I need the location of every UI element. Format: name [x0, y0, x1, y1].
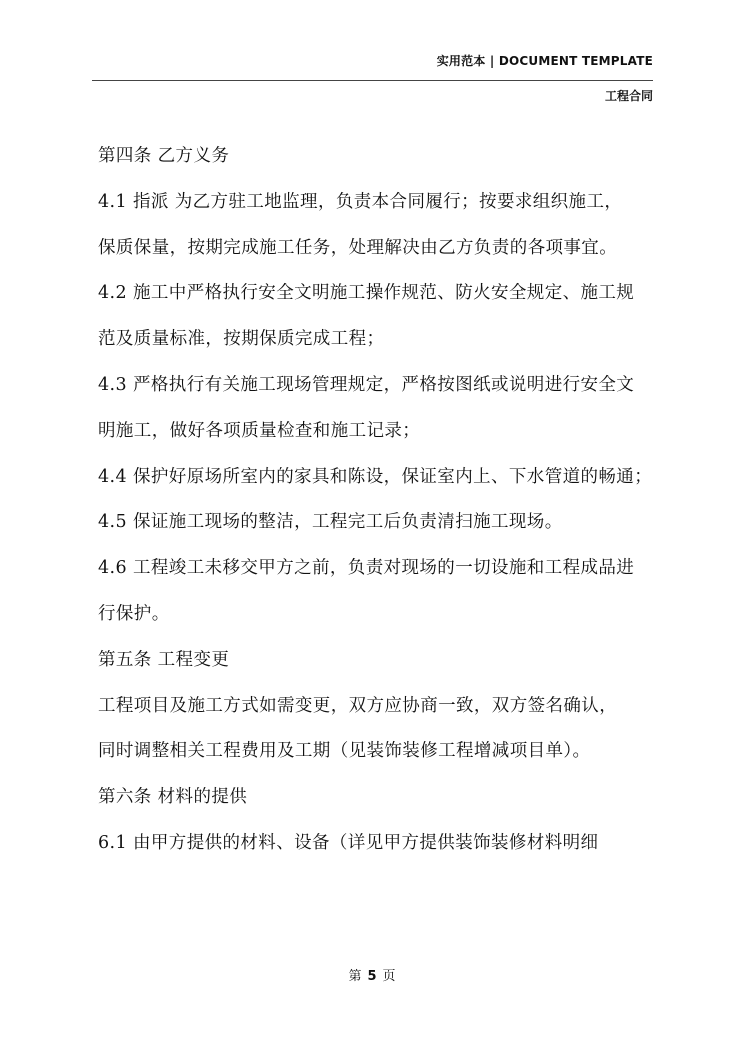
page-prefix: 第 [348, 969, 362, 984]
header-document-template: 实用范本 | DOCUMENT TEMPLATE [436, 54, 653, 68]
body-line: 4.4 保护好原场所室内的家具和陈设，保证室内上、下水管道的畅通； [98, 466, 653, 487]
body-line: 工程项目及施工方式如需变更，双方应协商一致，双方签名确认， [98, 695, 618, 716]
section-heading-4: 第四条 乙方义务 [98, 146, 230, 166]
body-line: 明施工，做好各项质量检查和施工记录； [98, 420, 421, 441]
page-suffix: 页 [382, 969, 396, 984]
section-heading-6: 第六条 材料的提供 [98, 787, 248, 808]
body-line: 4.5 保证施工现场的整洁，工程完工后负责清扫施工现场。 [98, 512, 563, 533]
body-line: 行保护。 [98, 603, 170, 624]
header-contract-type: 工程合同 [604, 89, 653, 103]
page-number-footer [0, 965, 744, 984]
body-line: 4.1 指派 为乙方驻工地监理，负责本合同履行；按要求组织施工， [98, 191, 623, 212]
body-line: 6.1 由甲方提供的材料、设备（详见甲方提供装饰装修材料明细 [98, 832, 599, 853]
body-line: 同时调整相关工程费用及工期（见装饰装修工程增减项目单）。 [98, 741, 591, 762]
header-divider [92, 80, 653, 81]
body-line: 4.3 严格执行有关施工现场管理规定，严格按图纸或说明进行安全文 [98, 374, 635, 395]
body-line: 范及质量标准，按期保质完成工程； [98, 329, 385, 350]
body-line: 保质保量，按期完成施工任务，处理解决由乙方负责的各项事宜。 [98, 237, 618, 258]
page-number: 5 [367, 969, 377, 984]
body-line: 4.2 施工中严格执行安全文明施工操作规范、防火安全规定、施工规 [98, 283, 635, 304]
section-heading-5: 第五条 工程变更 [98, 649, 230, 670]
document-body [98, 140, 658, 873]
body-line: 4.6 工程竣工未移交甲方之前，负责对现场的一切设施和工程成品进 [98, 558, 635, 579]
